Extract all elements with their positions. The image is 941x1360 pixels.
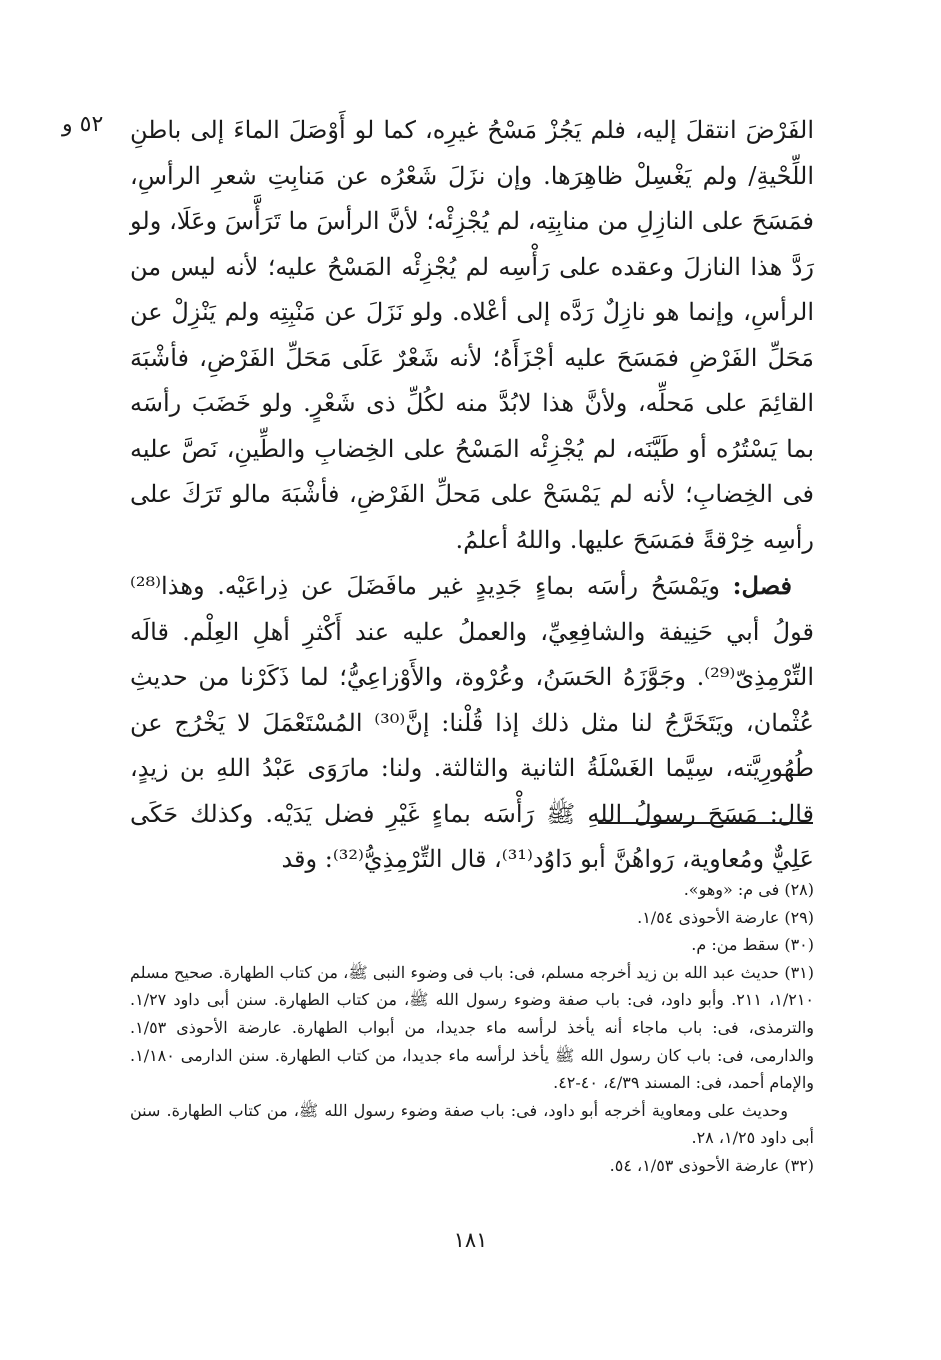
footnote-30: (٣٠) سقط من: م. xyxy=(691,935,814,955)
footnotes xyxy=(130,876,814,1180)
page-number: ١٨١ xyxy=(453,1228,488,1252)
main-text xyxy=(130,108,814,883)
footnote-29: (٢٩) عارضة الأحوذى ١/٥٤. xyxy=(637,907,814,927)
footnote-32: (٣٢) عارضة الأحوذى ١/٥٣، ٥٤. xyxy=(609,1155,814,1175)
footnote-31-continued: وحديث على ومعاوية أخرجه أبو داود، فى: باب صفة وضوء رسول الله ﷺ، من كتاب الطهارة. سنن أبى داود ١/٢٥، ٢٨. xyxy=(130,1100,814,1148)
footnote-divider xyxy=(598,822,813,824)
section-label: فصل: xyxy=(732,571,792,600)
footnote-31: (٣١) حديث عبد الله بن زيد أخرجه مسلم، فى: باب فى وضوء النبى ﷺ، من كتاب الطهارة. صحيح مسلم ١/٢١٠، ٢١١. وأبو داود، فى: باب صفة وضوء رسول الله ﷺ، من كتاب الطهارة. سنن أبى داود ١/٢٧. والترمذى، فى: باب ماجاء أنه يأخذ لرأسه ماء جديدا، من أبواب الطهارة. عارضة الأحوذى ١/٥٣. والدارمى، فى: باب كان رسول الله ﷺ يأخذ لرأسه ماء جديدا، من كتاب الطهارة. سنن الدارمى ١/١٨٠. والإمام أحمد، فى: المسند ٤/٣٩، ٤٠-٤٢. xyxy=(130,962,815,1093)
paragraph-1: الفَرْضَ انتقلَ إليه، فلم يَجُزْ مَسْحُ غيرِه، كما لو أَوْصَلَ الماءَ إلى باطنِ اللِّحْيةِ/ ولم يَغْسِلْ ظاهِرَها. وإن نزَلَ شَعْرُه عن مَنابِتِ شعرِ الرأسِ، فمَسَحَ على النازِلِ من منابِتِه، لم يُجْزِئْه؛ لأنَّ الرأسَ ما تَرَأَّسَ وعَلَا، ولو رَدَّ هذا النازلَ وعقده على رَأْسِه لم يُجْزِئْه المَسْحُ عليه؛ لأنه ليس من الرأسِ، وإنما هو نازِلٌ رَدَّه إلى أعْلاه. ولو نَزَلَ عن مَنْبِتِه ولم يَنْزِلْ عن مَحَلِّ الفَرْضِ فمَسَحَ عليه أجْزَأَهُ؛ لأنه شَعْرٌ عَلَى مَحَلِّ الفَرْضِ، فأشْبَهَ القائِمَ على مَحلِّه، ولأنَّ هذا لابُدَّ منه لكُلِّ ذى شَعْرٍ. ولو خَضَبَ رأسَه بما يَسْتُرُه أو طَيَّنَه، لم يُجْزِئْه المَسْحُ على الخِضابِ والطِّينِ، نَصَّ عليه فى الخِضابِ؛ لأنه لم يَمْسَحْ على مَحلِّ الفَرْضِ، فأشْبَهَ مالو تَرَكَ على رأسِه خِرْقةً فمَسَحَ عليها. واللهُ أعلمُ. xyxy=(130,116,815,554)
margin-note: ٥٢ و xyxy=(62,112,104,137)
footnote-28: (٢٨) فى م: «وهو». xyxy=(683,880,814,899)
paragraph-2 xyxy=(130,563,814,883)
paragraph-2-text: ويَمْسَحُ رأسَه بماءٍ جَدِيدٍ غير مافَضَلَ عن ذِراعَيْه. وهذا⁽²⁸⁾ قولُ أبي حَنِيفة والشافِعِيِّ، والعملُ عليه عند أَكْثرِ أهلِ العِلْم. قالَه التِّرْمِذِىّ⁽²⁹⁾. وجَوَّزَهُ الحَسَنُ، وعُرْوة، والأَوْزاعِيُّ؛ لما ذَكَرْنا من حديثِ عُثْمان، ويَتَخَرَّجُ لنا مثل ذلك إذا قُلْنا: إنَّ⁽³⁰⁾ المُسْتَعْمَلَ لا يَخْرُج عن طُهُورِيَّته، سِيَّما الغَسْلَةُ الثانية والثالثة. ولنا: مارَوَى عَبْدُ اللهِ بن زيدٍ، قال: مَسَحَ رسولُ اللهِ ﷺ رَأْسَه بماءٍ غَيْرِ فضل يَدَيْه. وكذلك حَكَى عَلِيٌّ ومُعاوية، رَواهُنَّ أبو دَاوُد⁽³¹⁾، قال التِّرْمِذِيُّ⁽³²⁾: وقد xyxy=(130,572,814,873)
